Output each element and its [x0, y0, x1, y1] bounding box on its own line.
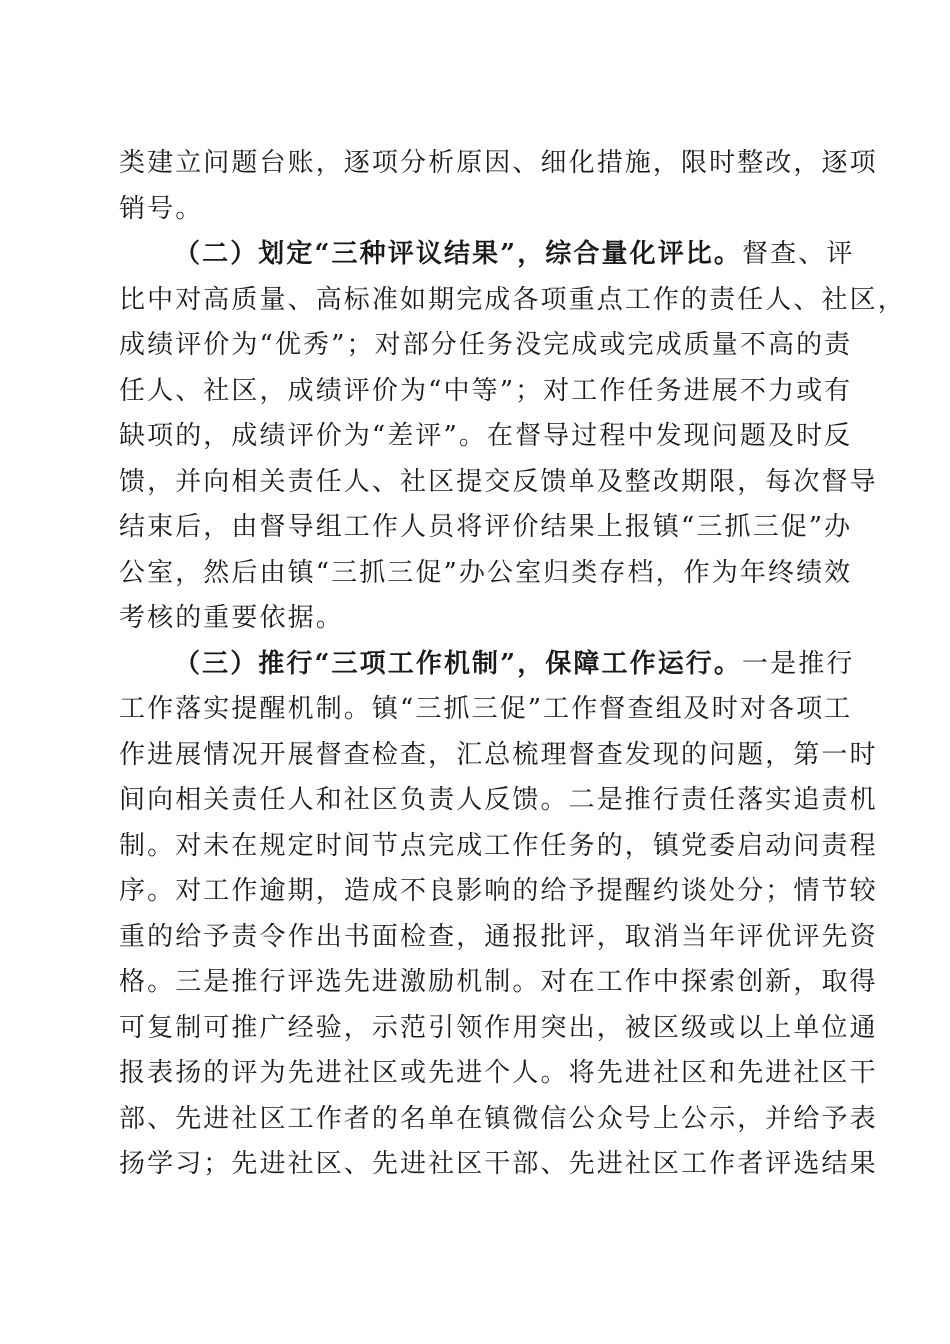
text-line: 重的给予责令作出书面检查，通报批评，取消当年评优评先资 — [119, 921, 878, 952]
document-body — [119, 141, 906, 1188]
text-line: 序。对工作逾期，造成不良影响的给予提醒约谈处分；情节较 — [119, 876, 878, 906]
text-line: 馈，并向相关责任人、社区提交反馈单及整改期限，每次督导 — [119, 466, 878, 497]
section-heading-3: （三）推行“三项工作机制”，保障工作运行。 — [174, 648, 743, 679]
text-span: 一是推行 — [742, 648, 855, 679]
text-line: 成绩评价为“优秀”；对部分任务没完成或完成质量不高的责 — [119, 330, 853, 360]
text-line: 作进展情况开展督查检查，汇总梳理督查发现的问题，第一时 — [119, 739, 878, 770]
text-line: 类建立问题台账，逐项分析原因、细化措施，限时整改，逐项 — [119, 148, 878, 178]
text-line: 间向相关责任人和社区负责人反馈。二是推行责任落实追责机 — [119, 785, 878, 815]
text-line: 缺项的，成绩评价为“差评”。在督导过程中发现问题及时反 — [119, 421, 853, 451]
text-line: 可复制可推广经验，示范引领作用突出，被区级或以上单位通 — [119, 1012, 878, 1043]
paragraph-first-line — [119, 642, 855, 688]
text-line: 公室，然后由镇“三抓三促”办公室归类存档，作为年终绩效 — [119, 557, 853, 588]
text-span: 督查、评 — [742, 239, 855, 269]
paragraph-first-line — [119, 232, 855, 278]
text-line: 任人、社区，成绩评价为“中等”；对工作任务进展不力或有 — [119, 375, 853, 406]
section-heading-2: （二）划定“三种评议结果”，综合量化评比。 — [174, 239, 743, 269]
text-line: 格。三是推行评选先进激励机制。对在工作中探索创新，取得 — [119, 967, 878, 997]
text-line: 比中对高质量、高标准如期完成各项重点工作的责任人、社区， — [119, 284, 906, 315]
text-line: 考核的重要依据。 — [119, 603, 344, 633]
text-line: 报表扬的评为先进社区或先进个人。将先进社区和先进社区干 — [119, 1058, 878, 1088]
text-line: 销号。 — [119, 193, 204, 224]
text-line: 结束后，由督导组工作人员将评价结果上报镇“三抓三促”办 — [119, 512, 853, 542]
text-line: 制。对未在规定时间节点完成工作任务的，镇党委启动问责程 — [119, 830, 878, 861]
text-line: 部、先进社区工作者的名单在镇微信公众号上公示，并给予表 — [119, 1103, 878, 1134]
text-line: 扬学习；先进社区、先进社区干部、先进社区工作者评选结果 — [119, 1149, 878, 1179]
text-line: 工作落实提醒机制。镇“三抓三促”工作督查组及时对各项工 — [119, 694, 853, 724]
